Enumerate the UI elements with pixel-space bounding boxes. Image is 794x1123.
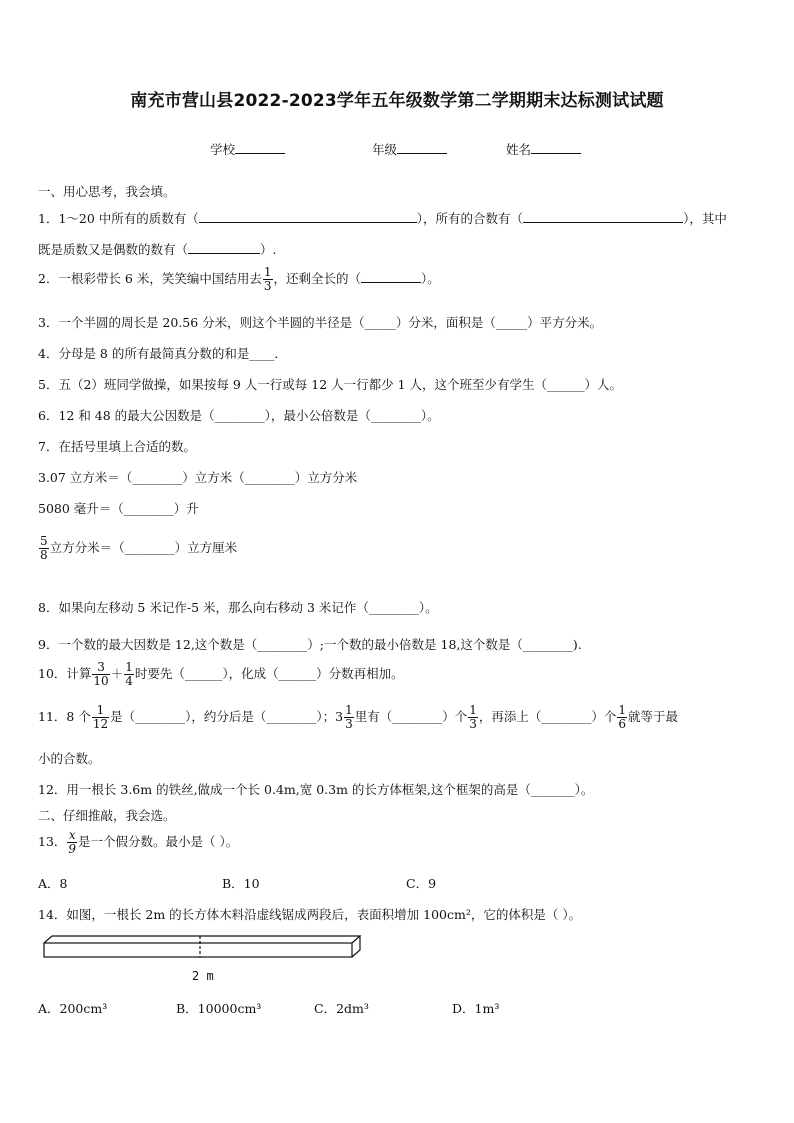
fraction-denominator: 3 — [345, 717, 353, 731]
figure-length-label: 2 m — [192, 969, 214, 983]
question-7a: 3.07 立方米＝（________）立方米（________）立方分米 — [38, 470, 358, 485]
q13-option-b: B．10 — [222, 876, 260, 891]
fraction-numerator: 1 — [469, 703, 477, 717]
question-3: 3．一个半圆的周长是 20.56 分米，则这个半圆的半径是（_____）分米，面积是（_____）平方分米。 — [38, 315, 603, 330]
fraction — [344, 704, 354, 731]
question-1-line2 — [38, 240, 277, 258]
wood-block-figure — [40, 930, 370, 990]
question-11-line1 — [38, 704, 678, 731]
q1-text-b: ），所有的合数有（ — [416, 211, 524, 226]
grade-label: 年级 — [372, 142, 398, 157]
q13-option-a: A．8 — [38, 876, 68, 891]
q2-text-b: ，还剩全长的（ — [273, 271, 362, 286]
block-front-face — [44, 943, 352, 957]
q7c-text: 立方分米＝（________）立方厘米 — [49, 540, 238, 555]
question-8: 8．如果向左移动 5 米记作-5 米，那么向右移动 3 米记作（________）。 — [38, 600, 438, 615]
fraction-numerator: 1 — [125, 660, 133, 674]
fraction — [124, 661, 134, 688]
fraction-denominator: 9 — [68, 842, 77, 856]
question-13 — [38, 829, 238, 856]
fraction — [67, 829, 77, 856]
q11-text-a: 11．8 个 — [38, 709, 91, 724]
q1-blank-3 — [188, 241, 260, 254]
school-field — [210, 140, 285, 158]
fraction — [263, 266, 273, 293]
question-4: 4．分母是 8 的所有最简真分数的和是____． — [38, 346, 287, 361]
question-10 — [38, 661, 404, 688]
fraction-denominator: 8 — [40, 548, 48, 562]
fraction — [39, 535, 49, 562]
q11-text-e: 就等于最 — [628, 709, 679, 724]
fraction-numerator: 1 — [263, 265, 272, 279]
question-14: 14．如图，一根长 2m 的长方体木料沿虚线锯成两段后，表面积增加 100cm²，它的体积是（ ）。 — [38, 907, 582, 922]
question-2 — [38, 266, 440, 293]
plus-sign: ＋ — [110, 666, 124, 681]
fraction-denominator: 3 — [263, 279, 272, 293]
fraction-numerator: 1 — [96, 703, 105, 717]
q11-text-c: 里有（________）个 — [354, 709, 468, 724]
question-7: 7．在括号里填上合适的数。 — [38, 439, 196, 454]
q1-text-c: ），其中 — [683, 211, 727, 226]
q1-text-e: ）. — [260, 242, 277, 257]
fraction — [92, 661, 109, 688]
question-7b: 5080 毫升＝（________）升 — [38, 501, 199, 516]
fraction-denominator: 10 — [93, 674, 109, 688]
q14-option-d: D．1m³ — [452, 1001, 500, 1016]
grade-field — [372, 140, 447, 158]
school-blank — [235, 141, 285, 154]
q10-text-a: 10．计算 — [38, 666, 92, 681]
question-7c — [38, 535, 237, 562]
q1-blank-1 — [199, 210, 417, 223]
q2-text-c: ）。 — [421, 271, 440, 286]
q2-blank — [361, 270, 421, 283]
school-label: 学校 — [210, 142, 236, 157]
fraction — [92, 704, 109, 731]
question-11-line2: 小的合数。 — [38, 751, 101, 766]
q2-text-a: 2．一根彩带长 6 米，笑笑编中国结用去 — [38, 271, 262, 286]
fraction-numerator: 1 — [345, 703, 353, 717]
name-label: 姓名 — [506, 142, 532, 157]
page-title: 南充市营山县2022-2023学年五年级数学第二学期期末达标测试试题 — [130, 91, 664, 111]
q14-option-b: B．10000cm³ — [176, 1001, 262, 1016]
block-top-face — [44, 936, 360, 943]
q1-text-a: 1．1～20 中所有的质数有（ — [38, 211, 199, 226]
fraction-numerator: 3 — [97, 660, 105, 674]
q10-text-b: 时要先（______），化成（______）分数再相加。 — [134, 666, 404, 681]
fraction-denominator: 4 — [125, 674, 133, 688]
question-5: 5．五（2）班同学做操，如果按每 9 人一行或每 12 人一行都少 1 人，这个班至少有学生（______）人。 — [38, 377, 623, 392]
name-blank — [531, 141, 581, 154]
q14-option-c: C．2dm³ — [314, 1001, 369, 1016]
q13-text-b: 是一个假分数。最小是（ ）。 — [78, 834, 239, 849]
question-9: 9．一个数的最大因数是 12,这个数是（________）;一个数的最小倍数是 18,这个数是（________). — [38, 637, 582, 652]
q11-text-b: 是（________），约分后是（________）；3 — [110, 709, 344, 724]
question-6: 6．12 和 48 的最大公因数是（________），最小公倍数是（________）。 — [38, 408, 440, 423]
fraction-denominator: 6 — [618, 717, 627, 731]
fraction-numerator: 5 — [40, 534, 48, 548]
fraction — [468, 704, 478, 731]
q11-text-d: ，再添上（________）个 — [478, 709, 617, 724]
q1-blank-2 — [523, 210, 683, 223]
q1-text-d: 既是质数又是偶数的数有（ — [38, 242, 189, 257]
q13-text-a: 13． — [38, 834, 67, 849]
q13-option-c: C．9 — [406, 876, 437, 891]
fraction-numerator: 1 — [618, 703, 627, 717]
fraction-denominator: 3 — [469, 717, 477, 731]
section-heading-2: 二、仔细推敲，我会选。 — [38, 808, 176, 823]
section-heading-1: 一、用心思考，我会填。 — [38, 184, 176, 199]
fraction-denominator: 12 — [92, 717, 109, 731]
question-1-line1 — [38, 209, 727, 227]
name-field — [506, 140, 581, 158]
q14-option-a: A．200cm³ — [38, 1001, 108, 1016]
question-12: 12．用一根长 3.6m 的铁丝,做成一个长 0.4m,宽 0.3m 的长方体框架,这个框架的高是（_______）。 — [38, 782, 594, 797]
grade-blank — [397, 141, 447, 154]
fraction-numerator: x — [68, 828, 76, 842]
fraction — [617, 704, 627, 731]
